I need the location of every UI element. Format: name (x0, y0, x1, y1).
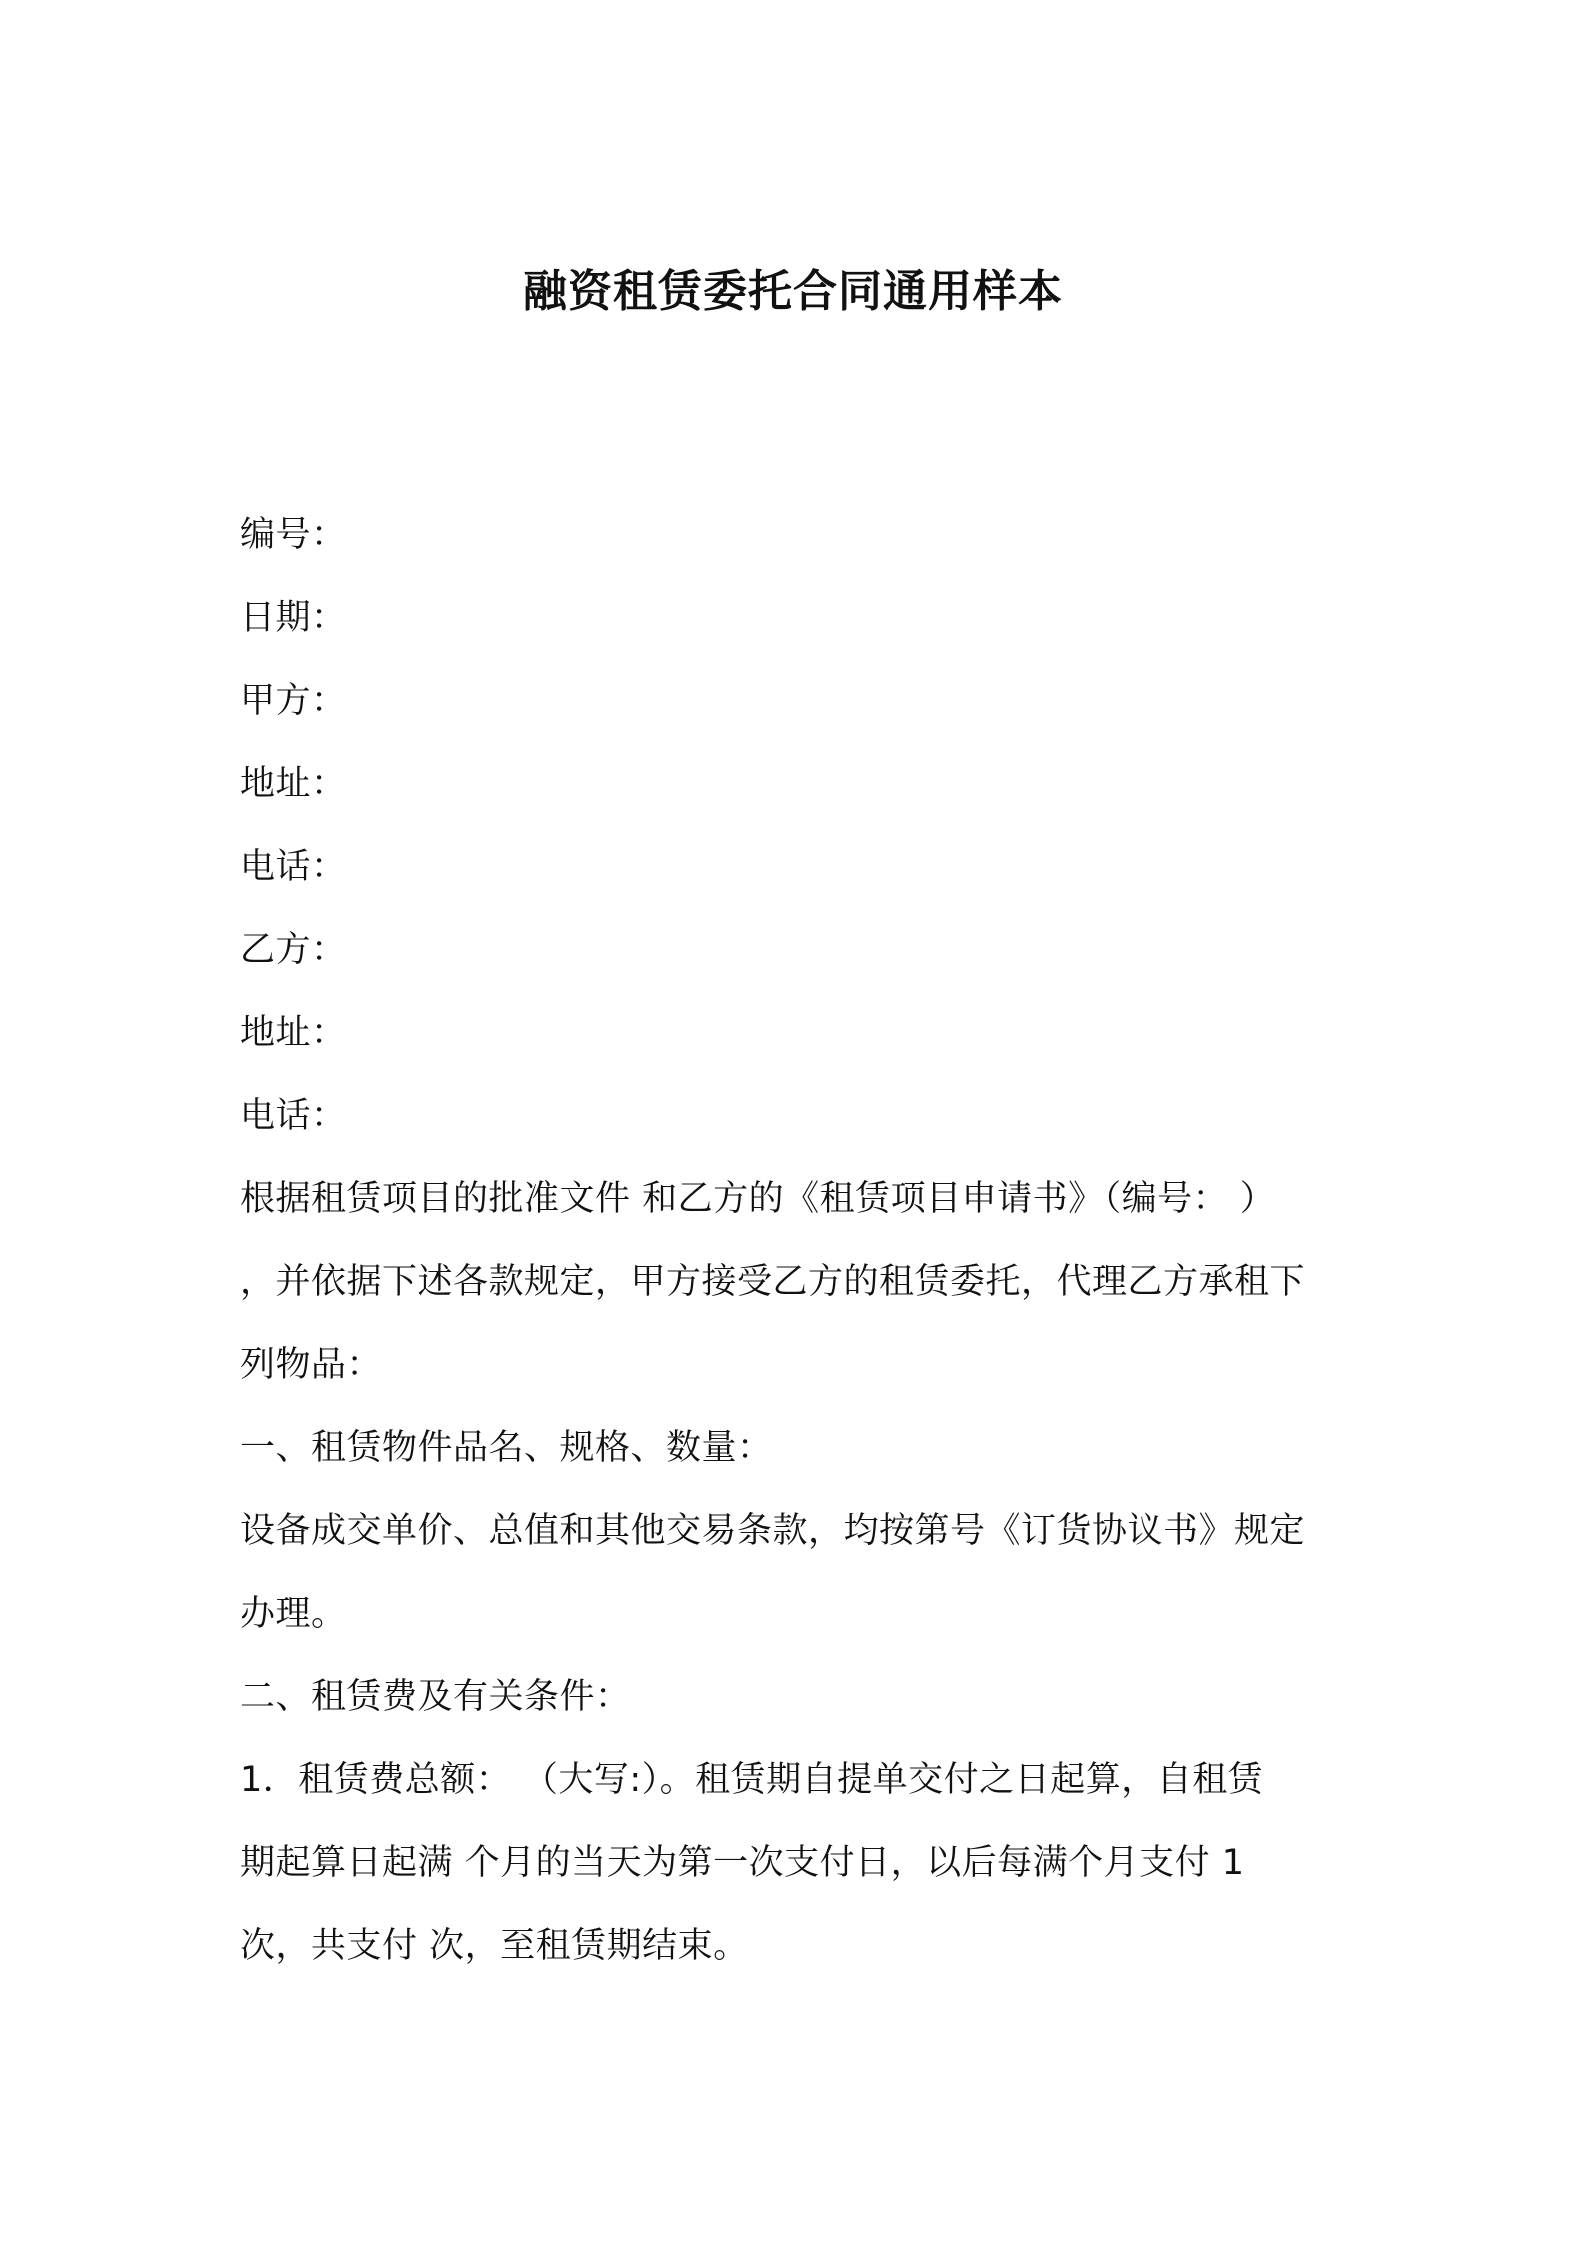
intro-paragraph-line: ，并依据下述各款规定，甲方接受乙方的租赁委托，代理乙方承租下 (240, 1262, 1306, 1302)
section-1-body-line: 办理。 (240, 1594, 347, 1634)
field-party-a: 甲方： (240, 681, 347, 721)
section-2-item-1-line: 期起算日起满 个月的当天为第一次支付日，以后每满个月支付 1 (240, 1843, 1245, 1883)
field-party-b-address: 地址： (240, 1013, 347, 1053)
intro-paragraph-line: 列物品： (240, 1345, 383, 1385)
field-number: 编号： (240, 515, 347, 555)
section-1-body-line: 设备成交单价、总值和其他交易条款，均按第号《订货协议书》规定 (240, 1511, 1306, 1551)
field-date: 日期： (240, 598, 347, 638)
document-title: 融资租赁委托合同通用样本 (523, 266, 1063, 317)
field-party-a-phone: 电话： (240, 847, 347, 887)
section-1-heading: 一、租赁物件品名、规格、数量： (240, 1428, 773, 1468)
field-party-b-phone: 电话： (240, 1096, 347, 1136)
section-2-item-1-line: 次，共支付 次，至租赁期结束。 (240, 1926, 749, 1966)
document-body (240, 494, 1360, 1988)
section-2-item-1-line: 1．租赁费总额： （大写:）。租赁期自提单交付之日起算，自租赁 (240, 1760, 1264, 1800)
field-party-b: 乙方： (240, 930, 347, 970)
intro-paragraph-line: 根据租赁项目的批准文件 和乙方的《租赁项目申请书》（编号： ） (240, 1179, 1276, 1219)
section-2-heading: 二、租赁费及有关条件： (240, 1677, 631, 1717)
field-party-a-address: 地址： (240, 764, 347, 804)
